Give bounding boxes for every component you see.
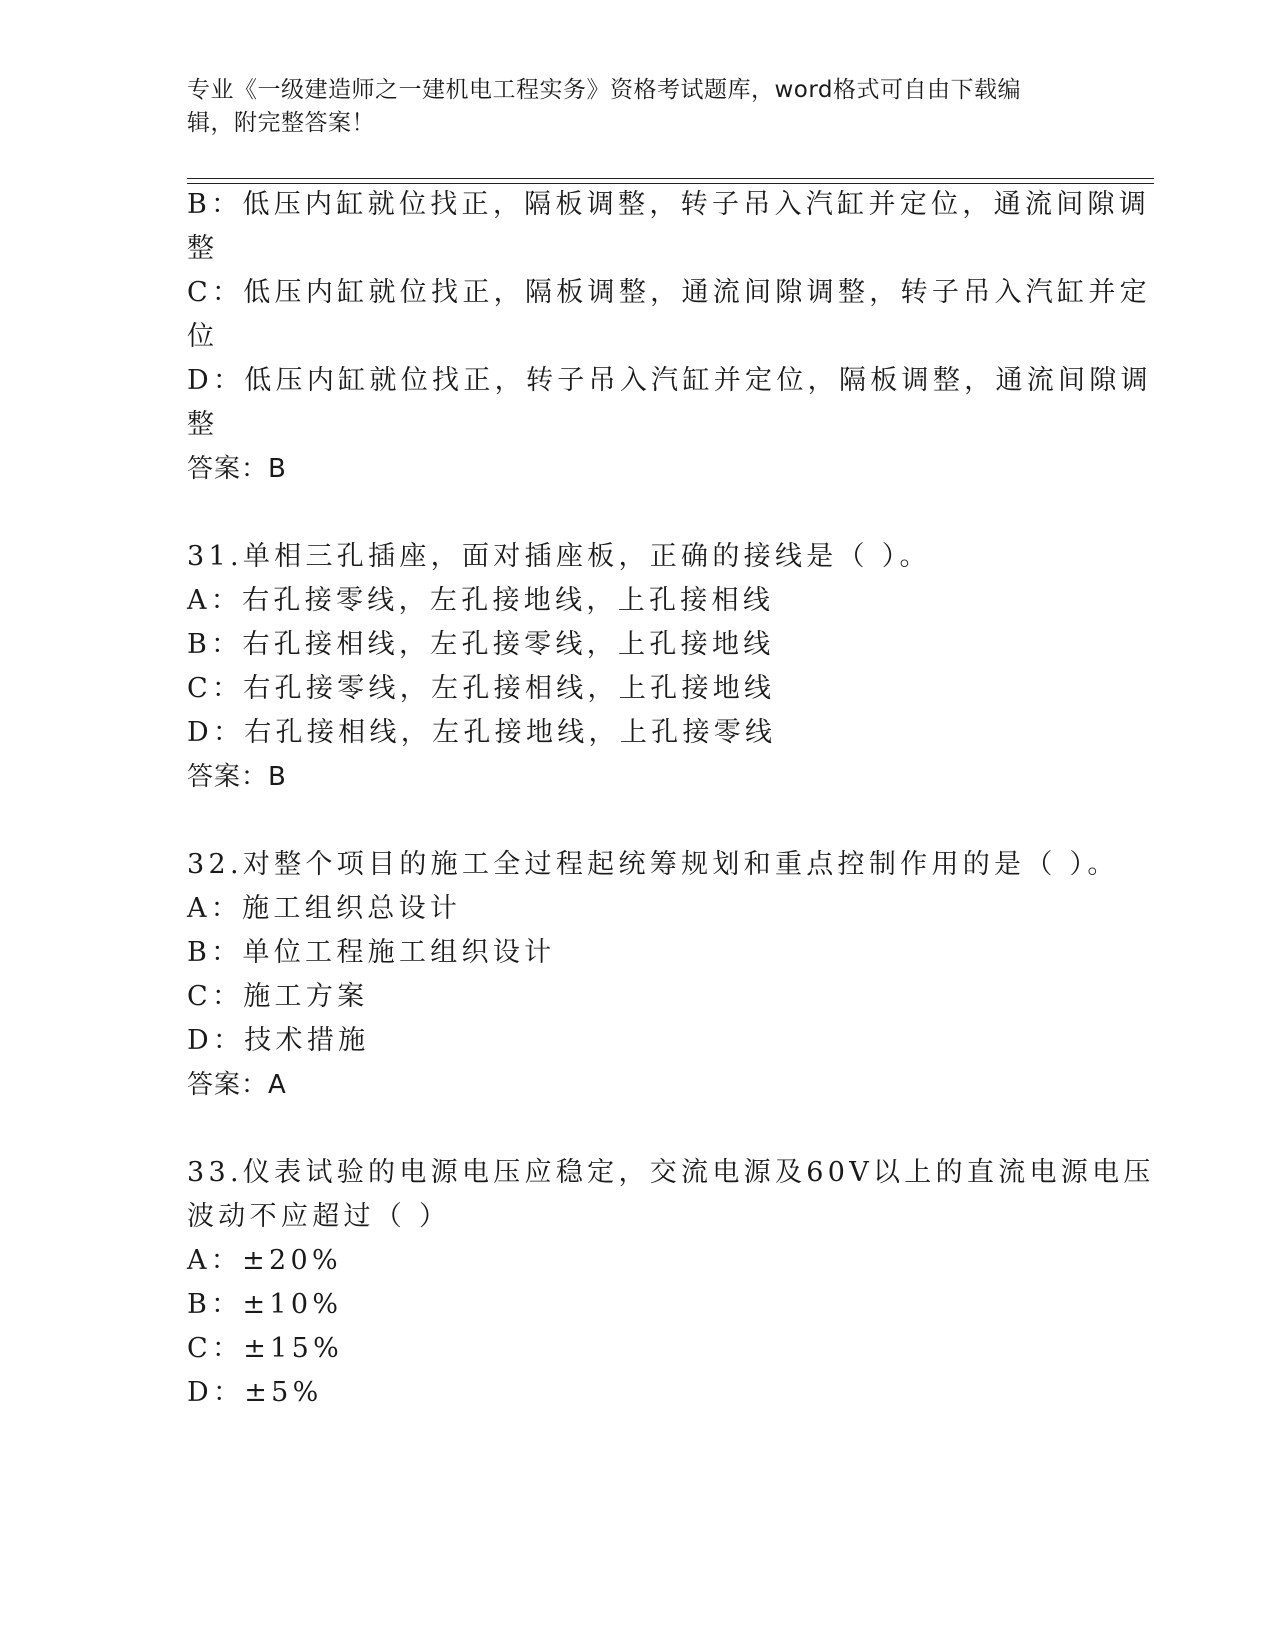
header-line-2: 辑，附完整答案！ [187, 110, 375, 136]
q32-option-a: A：施工组织总设计 [187, 893, 462, 924]
q33-option-b: B：±10% [187, 1289, 343, 1320]
q30-option-d-line-1: D：低压内缸就位找正，转子吊入汽缸并定位，隔板调整，通流间隙调 [187, 365, 1152, 396]
header-line-1: 专业《一级建造师之一建机电工程实务》资格考试题库，word格式可自由下载编 [187, 77, 1022, 103]
q30-option-c-line-1: C：低压内缸就位找正，隔板调整，通流间隙调整，转子吊入汽缸并定 [187, 277, 1151, 308]
q33-question-line-1: 33.仪表试验的电源电压应稳定，交流电源及60V以上的直流电源电压 [187, 1157, 1155, 1188]
q30-option-c-line-2: 位 [187, 321, 219, 352]
q31-question: 31.单相三孔插座，面对插座板，正确的接线是（ ）。 [187, 541, 931, 572]
q33-option-a: A：±20% [187, 1245, 342, 1276]
q30-option-b-line-2: 整 [187, 233, 219, 264]
q32-option-b: B：单位工程施工组织设计 [187, 937, 556, 968]
q30-answer: 答案：B [187, 454, 287, 484]
document-header [187, 74, 1067, 140]
q30-option-b-line-1: B：低压内缸就位找正，隔板调整，转子吊入汽缸并定位，通流间隙调 [187, 189, 1151, 220]
q31-option-d: D：右孔接相线，左孔接地线，上孔接零线 [187, 717, 777, 748]
q31-option-c: C：右孔接零线，左孔接相线，上孔接地线 [187, 673, 776, 704]
q32-option-d: D：技术措施 [187, 1025, 370, 1056]
q32-question: 32.对整个项目的施工全过程起统筹规划和重点控制作用的是（ ）。 [187, 849, 1119, 880]
q32-answer: 答案：A [187, 1070, 287, 1100]
q32-option-c: C：施工方案 [187, 981, 369, 1012]
q33-option-d: D：±5% [187, 1377, 323, 1408]
header-divider-top [187, 178, 1154, 179]
q33-option-c: C：±15% [187, 1333, 344, 1364]
q31-answer: 答案：B [187, 762, 287, 792]
header-divider-bottom [187, 183, 1154, 184]
q31-option-a: A：右孔接零线，左孔接地线，上孔接相线 [187, 585, 775, 616]
q33-question-line-2: 波动不应超过（ ） [187, 1201, 451, 1232]
q31-option-b: B：右孔接相线，左孔接零线，上孔接地线 [187, 629, 775, 660]
q30-option-d-line-2: 整 [187, 409, 219, 440]
